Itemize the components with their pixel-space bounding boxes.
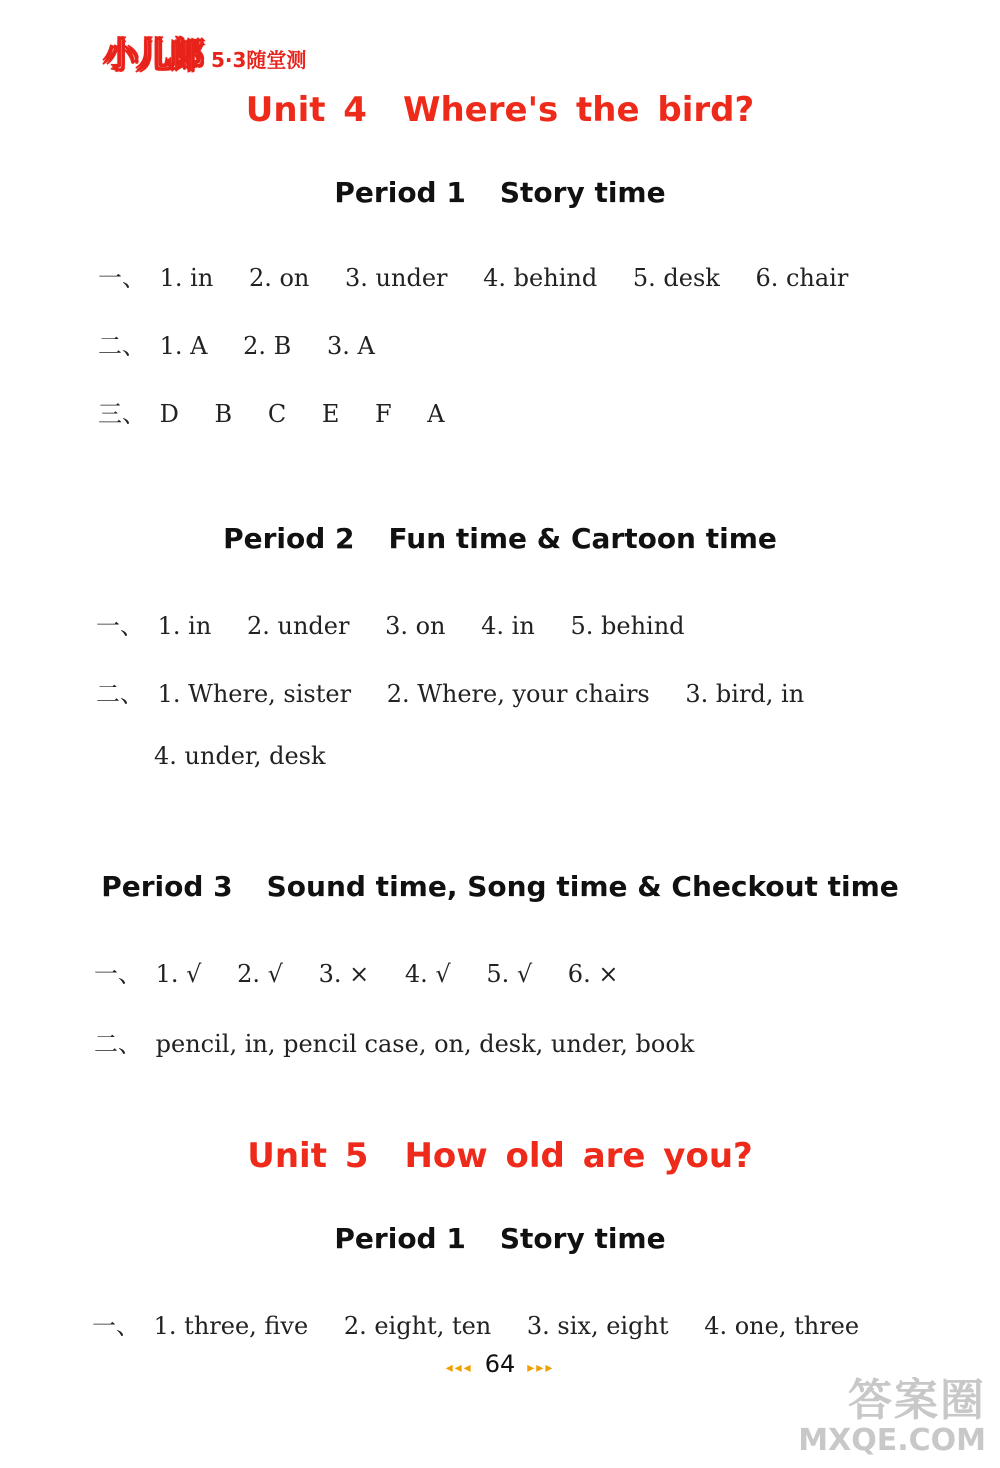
period-number: Period 1 — [334, 176, 466, 209]
question-label: 二、 — [94, 1030, 142, 1058]
unit4-number: Unit 4 — [245, 90, 367, 130]
unit5-name: How old are you? — [404, 1136, 753, 1176]
period-number: Period 1 — [334, 1222, 466, 1255]
period-number: Period 3 — [101, 870, 233, 903]
answer-item: C — [267, 400, 287, 428]
answer-item: 1. in — [159, 264, 214, 292]
answer-item: 2. eight, ten — [343, 1312, 492, 1340]
unit4-name: Where's the bird? — [402, 90, 755, 130]
brand-series: 5·3随堂测 — [211, 48, 307, 72]
u4p2-q2-answers-cont — [154, 742, 354, 770]
question-label: 一、 — [96, 612, 144, 640]
answer-item: A — [427, 400, 445, 428]
question-label: 一、 — [94, 960, 142, 988]
answer-item: 5. behind — [570, 612, 685, 640]
u5p1-q1-answers — [92, 1306, 887, 1341]
answer-item: 4. one, three — [704, 1312, 860, 1340]
answer-item: 5. √ — [486, 960, 533, 988]
unit5-number: Unit 5 — [247, 1136, 369, 1176]
question-label: 二、 — [98, 332, 146, 360]
answer-item: pencil, in, pencil case, on, desk, under, book — [155, 1030, 695, 1058]
answer-item: 1. three, five — [153, 1312, 309, 1340]
period-name: Story time — [499, 176, 666, 209]
answer-item: 2. B — [243, 332, 292, 360]
answer-item: 1. √ — [155, 960, 202, 988]
brand-logo: 小儿郎 — [104, 36, 203, 76]
answer-item: B — [214, 400, 233, 428]
unit5-title — [0, 1136, 1000, 1176]
answer-item: 3. under — [345, 264, 448, 292]
question-label: 一、 — [92, 1312, 140, 1340]
unit5-period1-title — [0, 1222, 1000, 1255]
unit4-title — [0, 90, 1000, 130]
answer-item: E — [321, 400, 340, 428]
answer-item: 2. under — [246, 612, 350, 640]
answer-item: D — [159, 400, 179, 428]
u4p1-q1-answers — [98, 258, 876, 293]
answer-item: 6. chair — [755, 264, 849, 292]
period-name: Story time — [499, 1222, 666, 1255]
unit4-period2-title — [0, 522, 1000, 555]
period-name: Sound time, Song time & Checkout time — [266, 870, 899, 903]
watermark-logo: 答案圈 — [848, 1375, 986, 1426]
answer-item: 2. √ — [237, 960, 283, 988]
answer-item: 5. desk — [632, 264, 720, 292]
u4p3-q2-answers — [94, 1024, 694, 1059]
answer-item: 1. in — [157, 612, 212, 640]
period-number: Period 2 — [223, 522, 355, 555]
answer-item: 3. six, eight — [526, 1312, 669, 1340]
answer-item: 1. Where, sister — [157, 680, 352, 708]
answer-item: 4. √ — [404, 960, 451, 988]
answer-item: 4. in — [481, 612, 535, 640]
u4p1-q2-answers — [98, 326, 403, 361]
unit4-period1-title — [0, 176, 1000, 209]
answer-item: 3. × — [318, 960, 370, 988]
watermark-url: MXQE.COM — [798, 1423, 986, 1458]
question-label: 三、 — [98, 400, 146, 428]
answer-item: 4. under, desk — [154, 742, 326, 770]
page-footer — [0, 1350, 1000, 1378]
brand-header — [104, 28, 306, 77]
unit4-period3-title — [0, 870, 1000, 903]
answer-item: 3. on — [385, 612, 446, 640]
left-arrows-icon: ◂◂◂ — [445, 1360, 473, 1376]
watermark — [798, 1375, 986, 1458]
answer-item: 6. × — [567, 960, 619, 988]
answer-item: 3. bird, in — [685, 680, 805, 708]
answer-item: 4. behind — [483, 264, 598, 292]
page-number: 64 — [484, 1350, 516, 1378]
question-label: 二、 — [96, 680, 144, 708]
answer-item: 2. Where, your chairs — [386, 680, 650, 708]
right-arrows-icon: ▸▸▸ — [527, 1360, 555, 1376]
u4p2-q2-answers — [96, 674, 832, 709]
period-name: Fun time & Cartoon time — [388, 522, 777, 555]
u4p3-q1-answers — [94, 954, 646, 989]
u4p2-q1-answers — [96, 606, 713, 641]
answer-item: F — [375, 400, 392, 428]
question-label: 一、 — [98, 264, 146, 292]
answer-item: 1. A — [159, 332, 208, 360]
answer-item: 3. A — [326, 332, 375, 360]
answer-item: 2. on — [248, 264, 310, 292]
u4p1-q3-answers — [98, 394, 473, 429]
